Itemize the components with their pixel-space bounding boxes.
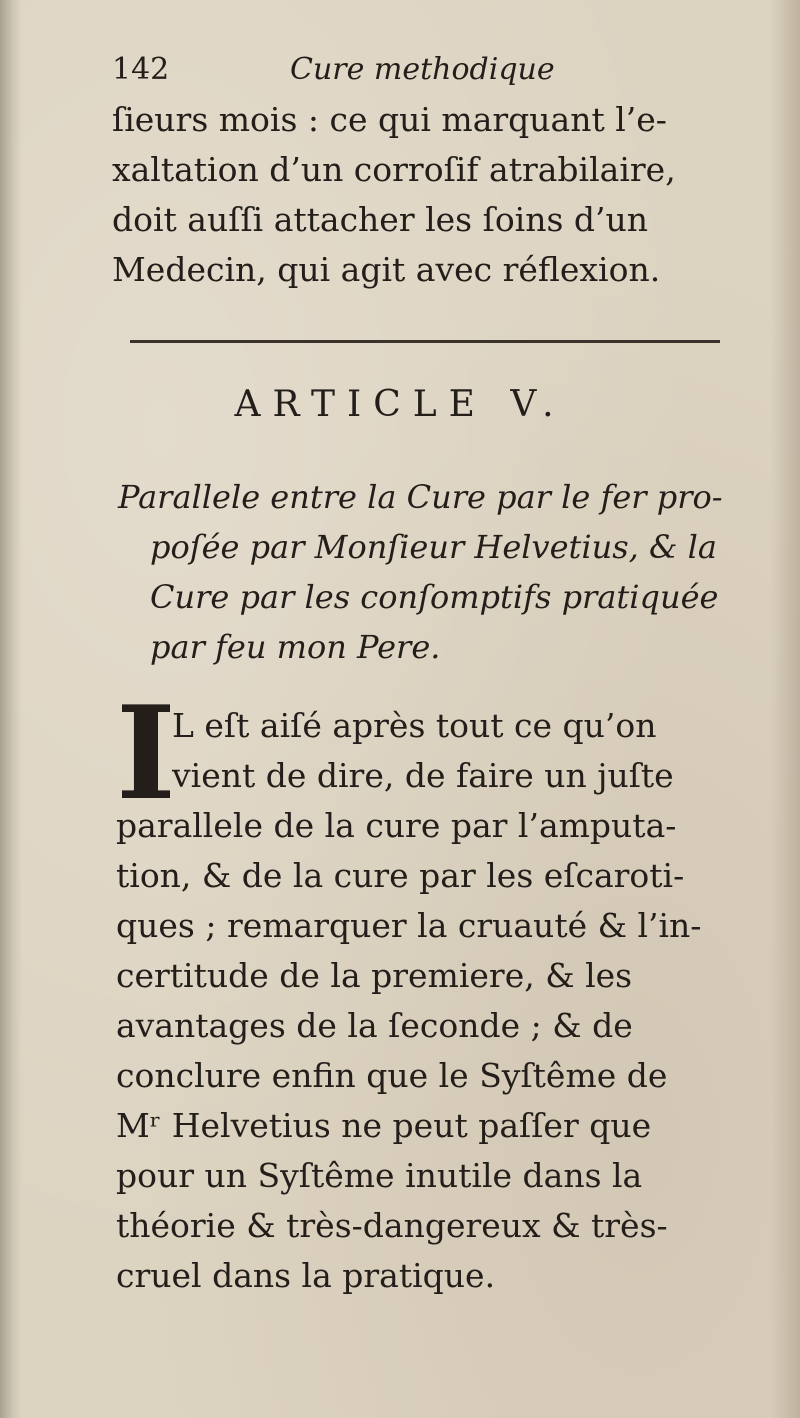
body-line: vient de dire, de faire un juſte	[172, 756, 674, 795]
article-subtitle-line: par feu mon Pere.	[150, 628, 441, 666]
text-line: ſieurs mois : ce qui marquant l’e-	[112, 100, 667, 139]
body-line: conclure enfin que le Syſtême de	[116, 1056, 668, 1095]
text-line: xaltation d’un corroſif atrabilaire,	[112, 150, 676, 189]
body-line: pour un Syſtême inutile dans la	[116, 1156, 643, 1195]
text-line: doit auſſi attacher les ſoins d’un	[112, 200, 649, 239]
text-line: Medecin, qui agit avec réflexion.	[112, 250, 661, 289]
body-line: parallele de la cure par l’amputa-	[116, 806, 677, 845]
body-line: avantages de la ſeconde ; & de	[116, 1006, 633, 1045]
body-line: théorie & très-dangereux & très-	[116, 1206, 668, 1245]
page-gutter-shadow	[0, 0, 22, 1418]
article-subtitle-line: Parallele entre la Cure par le fer pro-	[118, 478, 723, 516]
drop-cap: I	[116, 679, 176, 829]
article-heading: ARTICLE V.	[234, 384, 566, 425]
running-head-title: Cure methodique	[290, 52, 555, 87]
body-line: Mʳ Helvetius ne peut paſſer que	[116, 1106, 652, 1145]
running-head	[112, 52, 722, 96]
section-rule	[130, 340, 720, 343]
article-subtitle-line: Cure par les conſomptifs pratiquée	[150, 578, 719, 616]
page-number: 142	[112, 52, 170, 87]
body-line: certitude de la premiere, & les	[116, 956, 633, 995]
body-line: cruel dans la pratique.	[116, 1256, 496, 1295]
page-edge-shadow	[770, 0, 800, 1418]
body-line: L eſt aiſé après tout ce qu’on	[172, 706, 657, 745]
article-subtitle-line: poſée par Monſieur Helvetius, & la	[150, 528, 717, 566]
body-line: tion, & de la cure par les eſcaroti-	[116, 856, 685, 895]
body-line: ques ; remarquer la cruauté & l’in-	[116, 906, 702, 945]
